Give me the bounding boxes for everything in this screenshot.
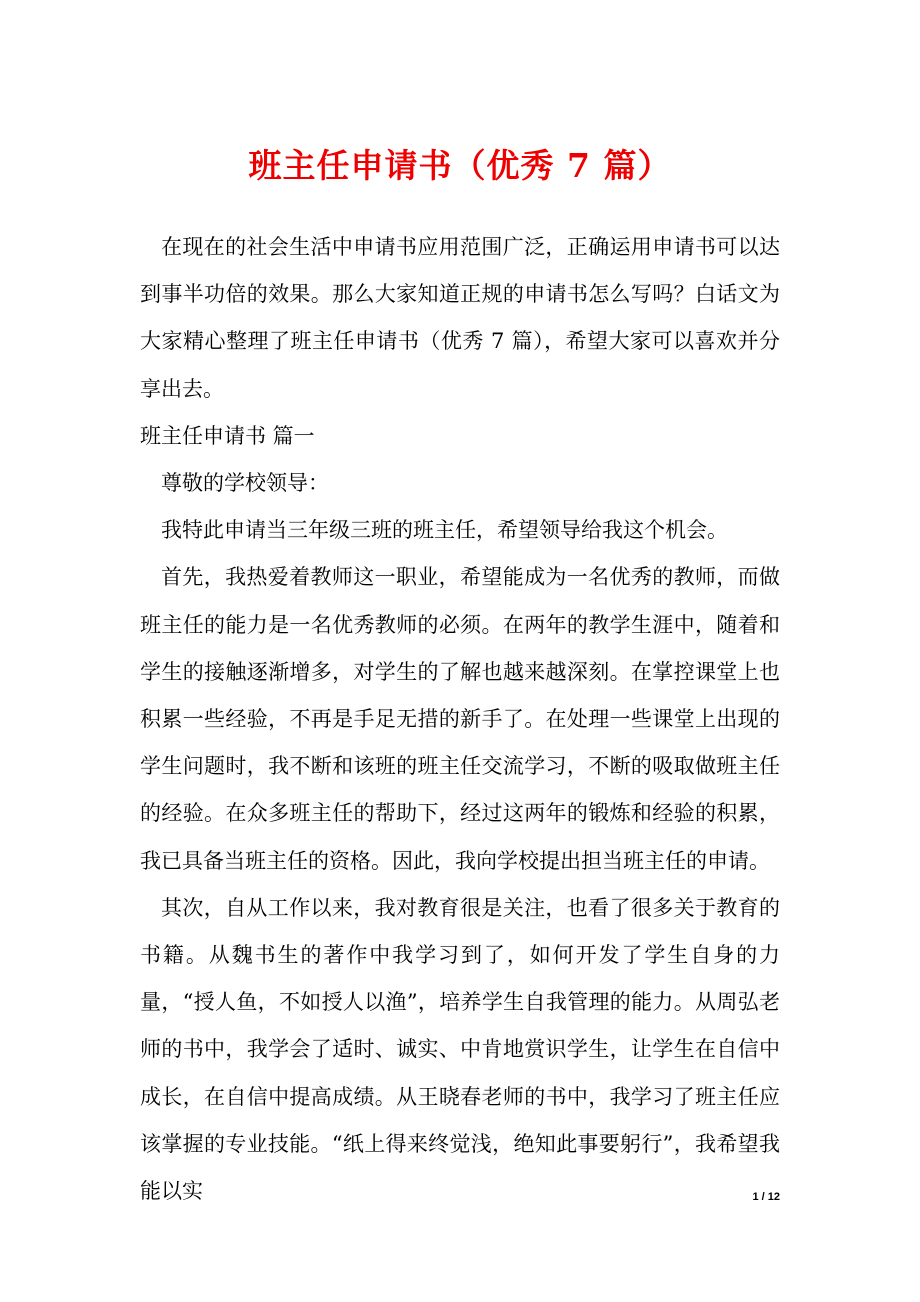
salutation: 尊敬的学校领导： (161, 471, 329, 496)
document-body (140, 224, 780, 1215)
body-paragraph: 首先，我热爱着教师这一职业，希望能成为一名优秀的教师，而做班主任的能力是一名优秀教师的必须。在两年的教学生涯中，随着和学生的接触逐渐增多，对学生的了解也越来越深刻。在掌控课堂上也积累一些经验，不再是手足无措的新手了。在处理一些课堂上出现的学生问题时，我不断和该班的班主任交流学习，不断的吸取做班主任的经验。在众多班主任的帮助下，经过这两年的锻炼和经验的积累，我已具备当班主任的资格。因此，我向学校提出担当班主任的申请。 (140, 565, 780, 873)
body-paragraph: 我特此申请当三年级三班的班主任，希望领导给我这个机会。 (161, 518, 728, 543)
page-number: 1 / 12 (752, 1191, 780, 1203)
section-heading: 班主任申请书 篇一 (140, 423, 315, 448)
intro-paragraph: 在现在的社会生活中申请书应用范围广泛，正确运用申请书可以达到事半功倍的效果。那么大家知道正规的申请书怎么写吗？白话文为大家精心整理了班主任申请书（优秀 7 篇），希望大家可以喜欢并分享出去。 (140, 235, 780, 401)
document-title: 班主任申请书（优秀 7 篇） (248, 146, 672, 185)
body-paragraph: 其次，自从工作以来，我对教育很是关注，也看了很多关于教育的书籍。从魏书生的著作中我学习到了，如何开发了学生自身的力量，“授人鱼，不如授人以渔”，培养学生自我管理的能力。从周弘老师的书中，我学会了适时、诚实、中肯地赏识学生，让学生在自信中成长，在自信中提高成绩。从王晓春老师的书中，我学习了班主任应该掌握的专业技能。“纸上得来终觉浅，绝知此事要躬行”，我希望我能以实 (140, 895, 780, 1204)
